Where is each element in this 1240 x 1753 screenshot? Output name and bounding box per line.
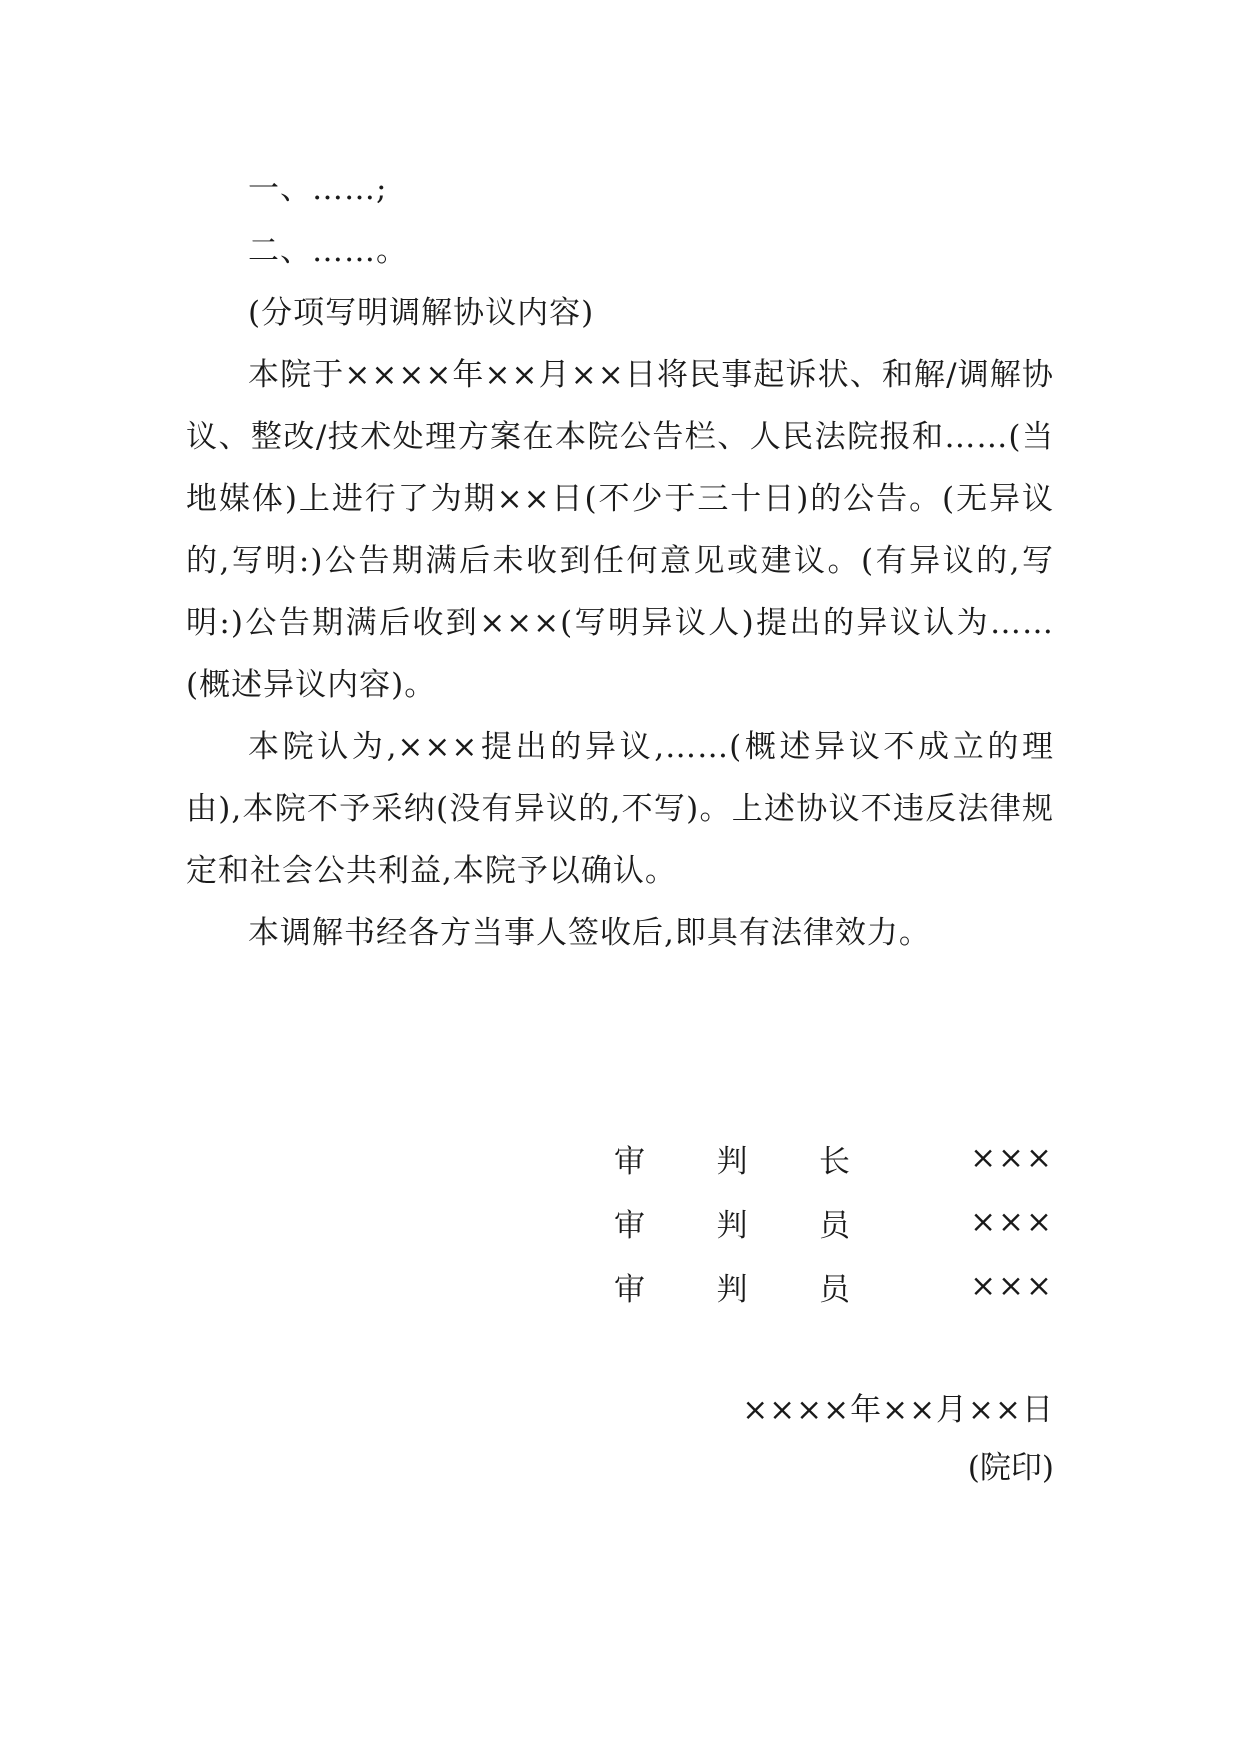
signature-row-judge-2 <box>614 1254 1054 1318</box>
paragraph-note: (分项写明调解协议内容) <box>248 295 595 331</box>
paragraph-announcement: 本院于××××年××月××日将民事起诉状、和解/调解协议、整改/技术处理方案在本院公告栏、人民法院报和……(当地媒体)上进行了为期××日(不少于三十日)的公告。(无异议的,写明:)公告期满后未收到任何意见或建议。(有异议的,写明:)公告期满后收到×××(写明异议人)提出的异议认为……(概述异议内容)。 <box>186 357 1054 703</box>
role-char: 员 <box>819 1271 850 1308</box>
signature-name: ××× <box>970 1140 1054 1176</box>
signature-role <box>614 1200 884 1245</box>
signature-role <box>614 1264 884 1309</box>
signature-row-judge-1 <box>614 1190 1054 1254</box>
paragraph-court-opinion: 本院认为,×××提出的异议,……(概述异议不成立的理由),本院不予采纳(没有异议的,不写)。上述协议不违反法律规定和社会公共利益,本院予以确认。 <box>186 729 1054 889</box>
role-char: 审 <box>614 1207 645 1244</box>
signature-role <box>614 1136 884 1181</box>
role-char: 判 <box>716 1271 748 1308</box>
signature-row-presiding-judge <box>614 1126 1054 1190</box>
role-char: 长 <box>819 1143 850 1180</box>
role-char: 审 <box>614 1143 645 1180</box>
document-date: ××××年××月××日 <box>742 1392 1054 1428</box>
role-char: 判 <box>716 1143 748 1180</box>
paragraph-item-1: 一、……; <box>248 171 388 207</box>
court-seal-note: (院印) <box>967 1450 1054 1486</box>
paragraph-effect: 本调解书经各方当事人签收后,即具有法律效力。 <box>248 915 931 951</box>
document-body <box>186 158 1054 964</box>
role-char: 审 <box>614 1271 645 1308</box>
signature-name: ××× <box>970 1204 1054 1240</box>
role-char: 员 <box>819 1207 850 1244</box>
role-char: 判 <box>716 1207 748 1244</box>
paragraph-item-2: 二、……。 <box>248 233 408 269</box>
signature-block <box>614 1126 1054 1318</box>
signature-name: ××× <box>970 1268 1054 1304</box>
